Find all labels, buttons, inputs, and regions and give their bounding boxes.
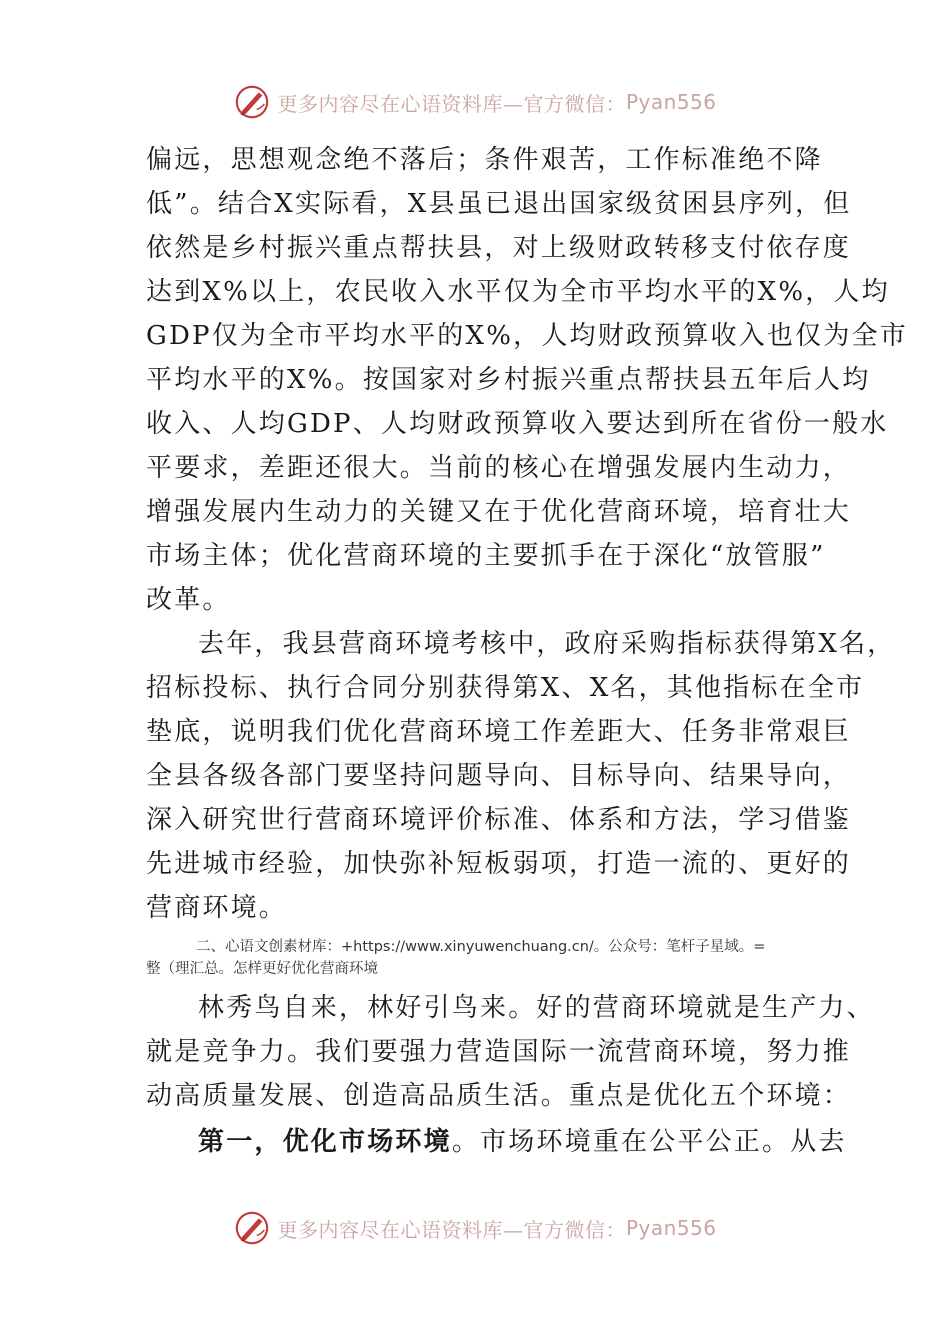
pen-circle-logo-icon [233,1209,271,1247]
text-line: GDP仅为全市平均水平的X%，人均财政预算收入也仅为全市 [146,321,908,351]
text-line: 增强发展内生动力的关键又在于优化营商环境，培育壮大 [146,497,852,527]
paragraph-4 [146,1120,847,1164]
paragraph-3 [146,986,875,1118]
section-heading-line: 二、心语文创素材库：+https://www.xinyuwenchuang.cn/。公众号：笔杆子星域。= [196,939,766,955]
text-line: 达到X%以上，农民收入水平仅为全市平均水平的X%，人均 [146,277,890,307]
header-banner [0,80,950,124]
text-line: 垫底，说明我们优化营商环境工作差距大、任务非常艰巨 [146,717,852,747]
text-line: 林秀鸟自来，林好引鸟来。好的营商环境就是生产力、 [198,993,875,1023]
text-line: 偏远，思想观念绝不落后；条件艰苦，工作标准绝不降 [146,145,823,175]
text-line: 平要求，差距还很大。当前的核心在增强发展内生动力， [146,453,852,483]
text-line: 全县各级各部门要坚持问题导向、目标导向、结果导向， [146,761,852,791]
text-line: 市场主体；优化营商环境的主要抓手在于深化“放管服” [146,541,826,571]
text-line: 低”。结合X实际看，X县虽已退出国家级贫困县序列，但 [146,189,852,219]
paragraph-1 [146,138,908,622]
text-line: 动高质量发展、创造高品质生活。重点是优化五个环境： [146,1081,852,1111]
text-line: 平均水平的X%。按国家对乡村振兴重点帮扶县五年后人均 [146,365,871,395]
text-line: 去年，我县营商环境考核中，政府采购指标获得第X名， [198,629,896,659]
banner-handle: Pyan556 [625,1216,717,1240]
section-heading-line: 整（理汇总。怎样更好优化营商环境 [146,961,378,977]
text-line: 深入研究世行营商环境评价标准、体系和方法，学习借鉴 [146,805,852,835]
footer-banner [0,1206,950,1250]
text-line [146,1120,847,1164]
text-line: 先进城市经验，加快弥补短板弱项，打造一流的、更好的 [146,849,852,879]
bold-lead: 第一，优化市场环境 [198,1127,452,1157]
document-body [146,138,908,1164]
text-rest: 。市场环境重在公平公正。从去 [451,1127,847,1157]
paragraph-2 [146,622,896,930]
text-line: 依然是乡村振兴重点帮扶县，对上级财政转移支付依存度 [146,233,852,263]
text-line: 营商环境。 [146,893,288,923]
pen-circle-logo-icon [233,83,271,121]
section-heading [146,936,826,980]
text-line: 招标投标、执行合同分别获得第X、X名，其他指标在全市 [146,673,865,703]
banner-handle: Pyan556 [625,90,717,114]
banner-text: 更多内容尽在心语资料库—官方微信： [277,91,626,116]
text-line: 收入、人均GDP、人均财政预算收入要达到所在省份一般水 [146,409,889,439]
text-line: 改革。 [146,585,231,615]
banner-text: 更多内容尽在心语资料库—官方微信： [277,1217,626,1242]
text-line: 就是竞争力。我们要强力营造国际一流营商环境，努力推 [146,1037,852,1067]
